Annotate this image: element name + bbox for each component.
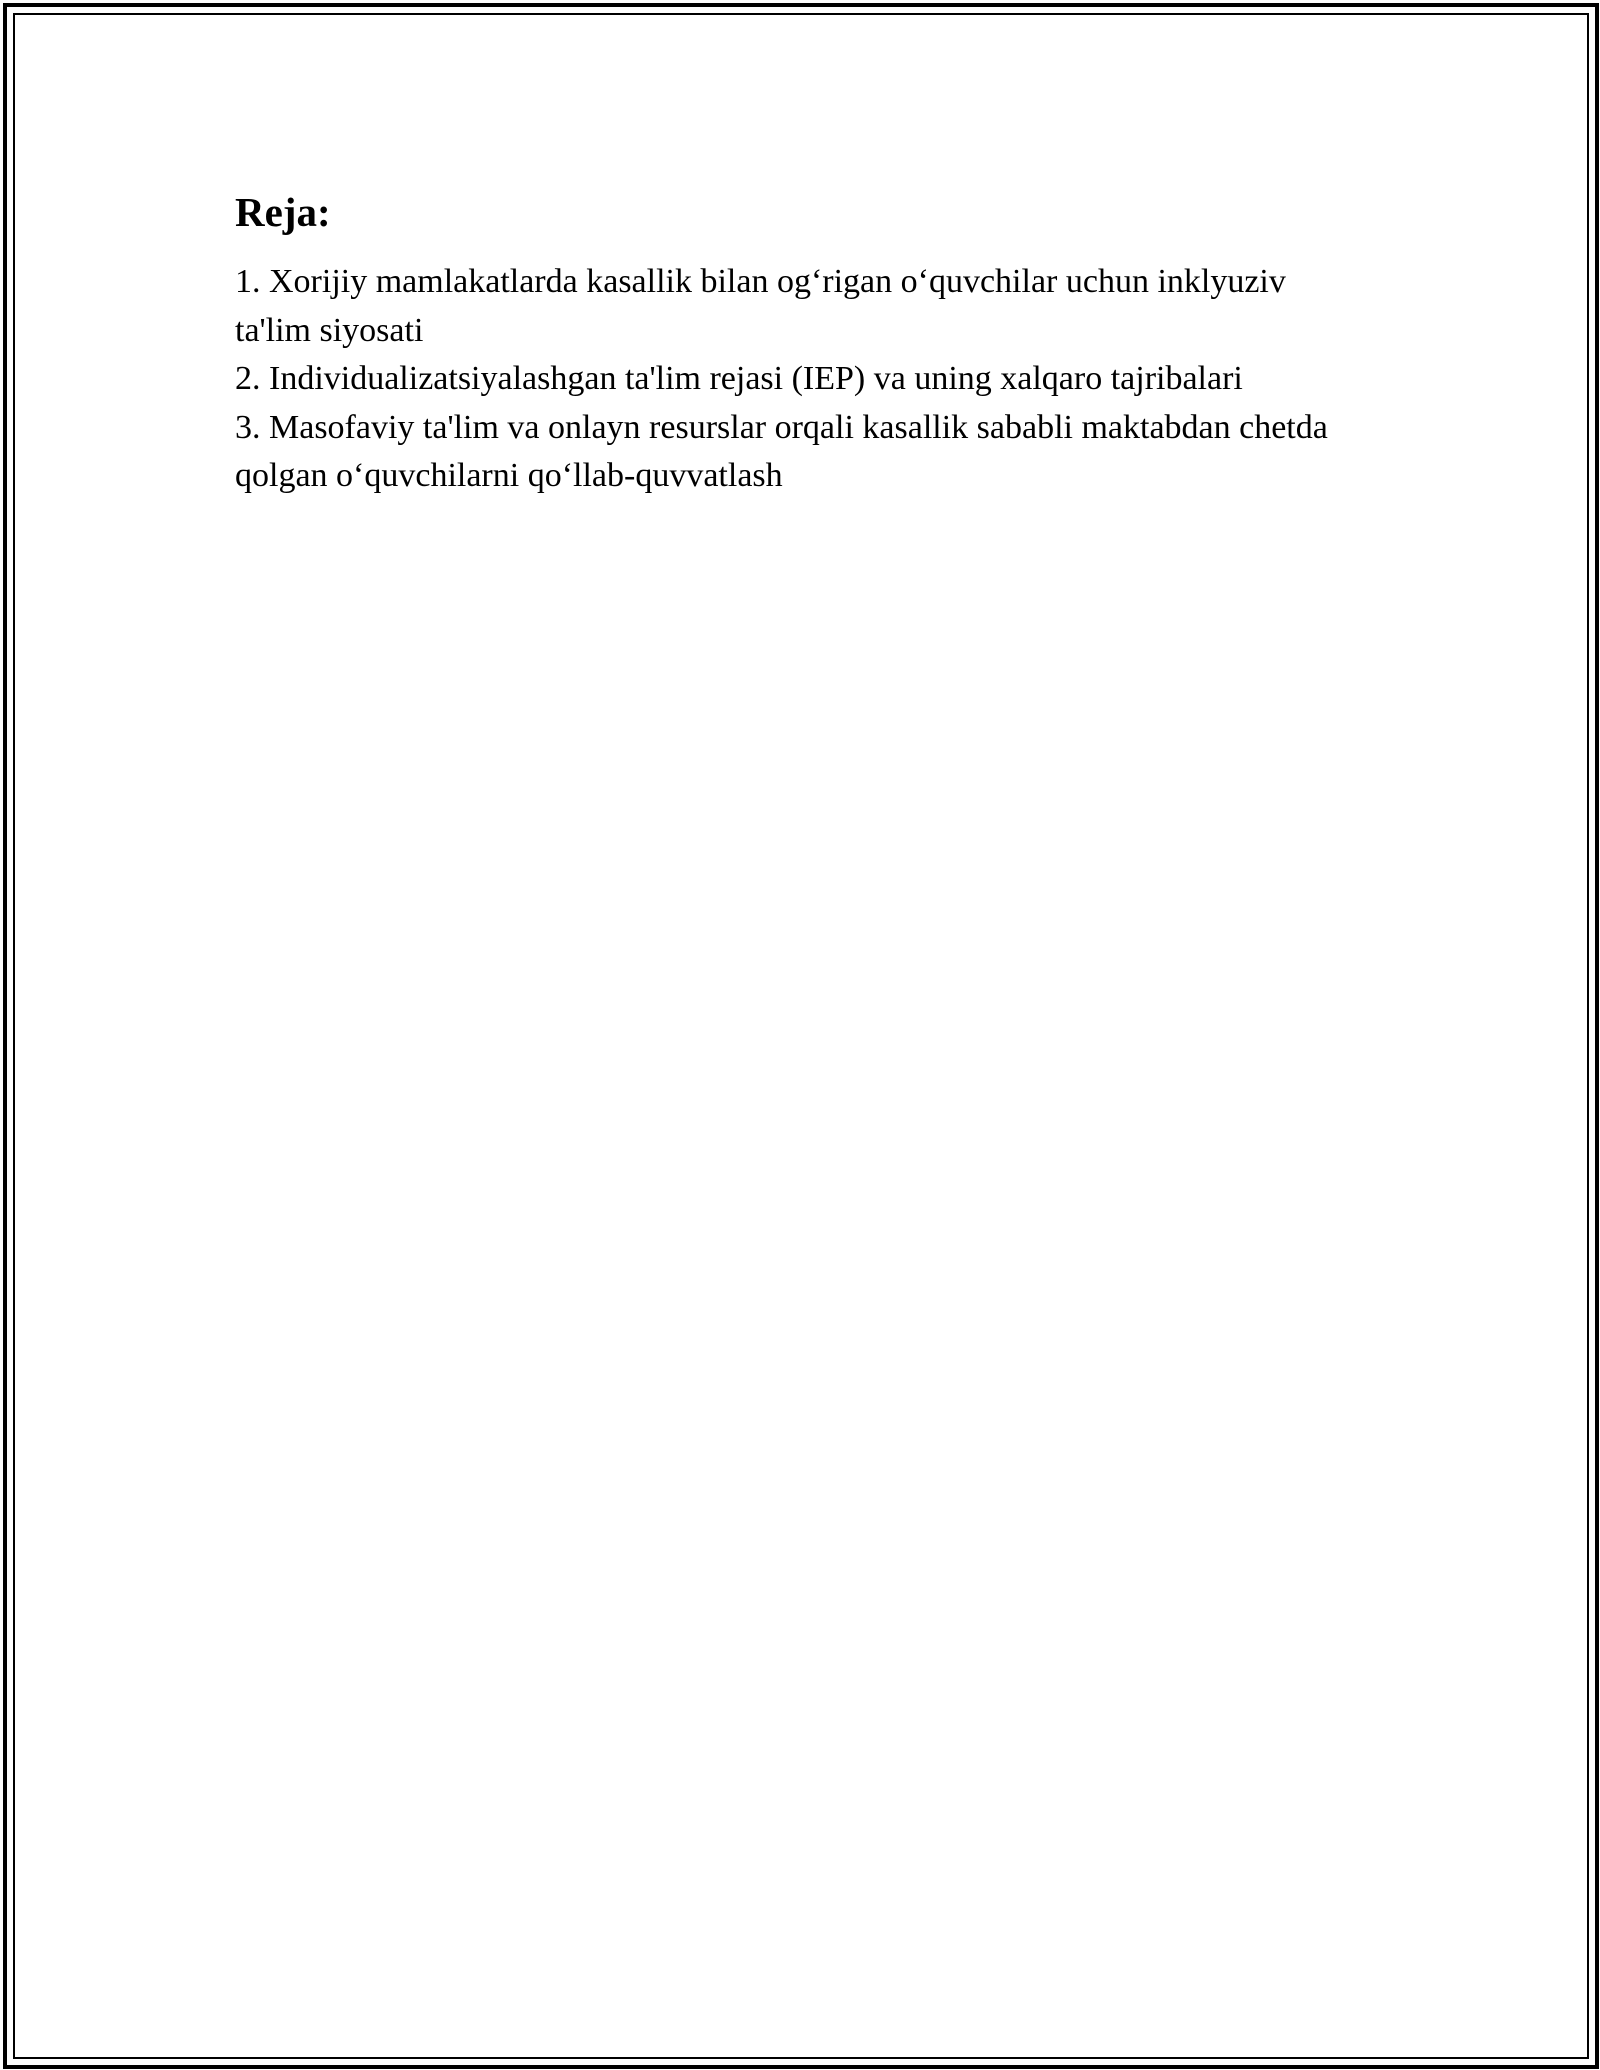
plan-item-2: 2. Individualizatsiyalashgan ta'lim rejasi (IEP) va uning xalqaro tajribalari xyxy=(235,360,1243,397)
plan-item-3: 3. Masofaviy ta'lim va onlayn resurslar orqali kasallik sababli maktabdan chetda qolgan o‘quvchilarni qo‘llab-quvvatlash xyxy=(235,408,1328,494)
document-body xyxy=(235,186,1365,501)
plan-heading: Reja: xyxy=(235,189,331,235)
plan-item-1: 1. Xorijiy mamlakatlarda kasallik bilan og‘rigan o‘quvchilar uchun inklyuziv ta'lim siyosati xyxy=(235,263,1286,349)
plan-list xyxy=(235,258,1365,501)
